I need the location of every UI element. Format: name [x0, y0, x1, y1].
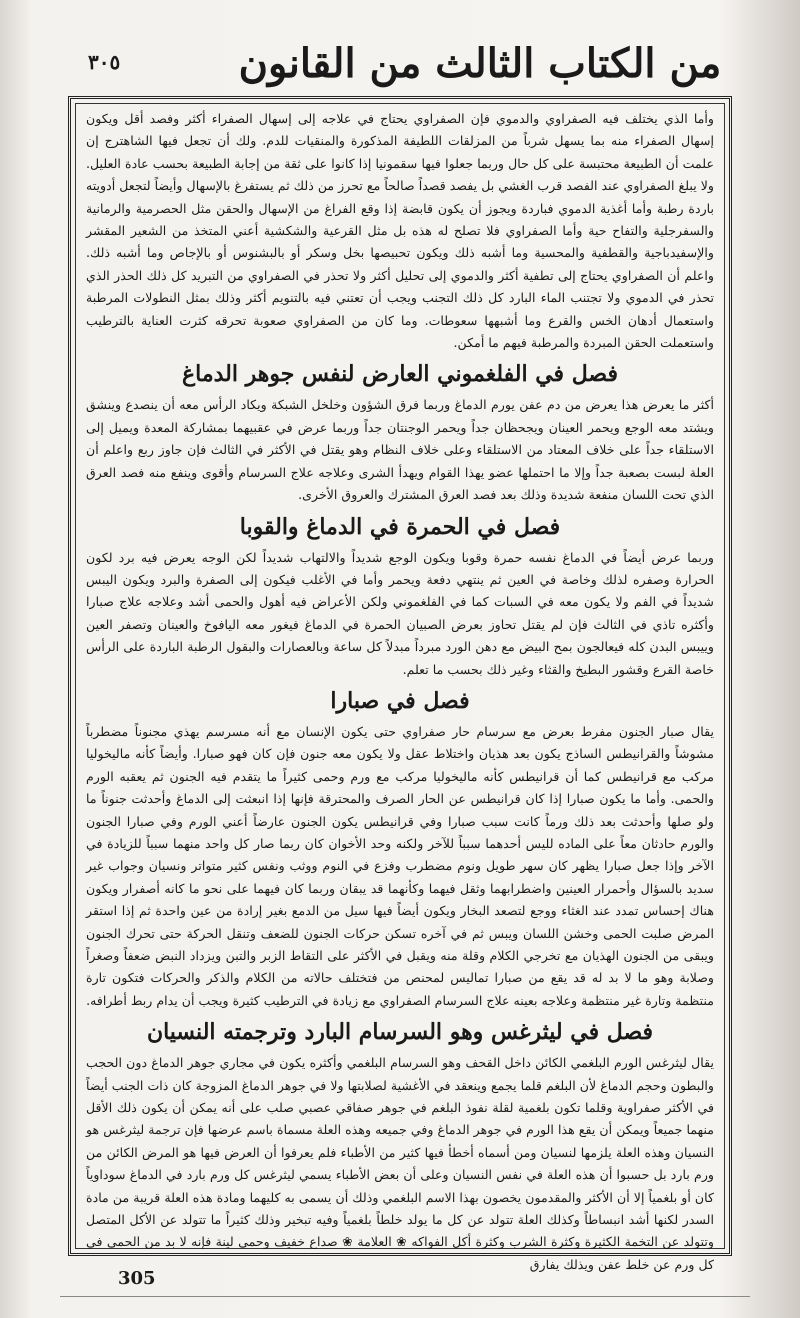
page-header — [60, 38, 760, 90]
section-4-heading: فصل في ليثرغس وهو السرسام البارد وترجمته النسيان — [146, 1019, 654, 1046]
section-1-heading: فصل في الفلغموني العارض لنفس جوهر الدماغ — [181, 361, 618, 388]
section-3-heading: فصل في صبارا — [330, 687, 470, 714]
section-2-text: وربما عرض أيضاً في الدماغ نفسه حمرة وقوبا ويكون الوجع شديداً والالتهاب شديداً لكن الوجه يعرض فيه برد لكون الحرارة وصفره لذلك وخاصة في العين ثم ينتهي دفعة ويحمر وأما في الأغلب فيكون إلى الصفرة والبرد ويكون اليبس شديداً في الفم ولا يكون معه في السبات كما في الفلغموني ولكن الأعراض فيه أهول والحمى أشد وعلاجه علاج صبارا وأكثره تاذي في الثالث فإن لم يقتل تحاوز بعرض الصبيان الحمرة في الدماغ فيغور معه اليافوخ والعينان وتصفر العين وييبس البدن كله فيعالجون بمح البيض مع دهن الورد مبرداً مبدلاً كل ساعة وبالعصارات والبقول الرطبة الباردة على الرأس خاصة القرع وقشور البطيخ والقثاء وغير ذلك بحسب ما تعلم. — [86, 549, 714, 677]
section-4-text: يقال ليثرغس الورم البلغمي الكائن داخل القحف وهو السرسام البلغمي وأكثره يكون في مجاري جوهر الدماغ دون الحجب والبطون وحجم الدماغ لأن البلغم قلما يجمع وينعقد في الأغشية لصلابتها ولا في جوهر الدماغ المزوجة كان ذات الجنب أيضاً في الأكثر صفراوية وقلما تكون بلغمية لقلة نفوذ البلغم في جوهر صفاقي عصبي صلب على أنه يمكن أن يكون ذلك الأقل منهما جميعاً ويمكن أن يقع هذا الورم في جوهر الدماغ وفي جميعه وهذه العلة مسماة باسم عرضها فإن ترجمة ليثرغس هو النسيان وهذه العلة يلزمها لنسيان ومن أسماه أخطأ فيها كثير من الأطباء فلم يعرفوا أن العرض فيها هو المرض الكائن من ورم بارد بل حسبوا أن هذه العلة في نفس النسيان وعلى أن بعض الأطباء يسمي ليثرغس كل ورم بارد في الدماغ سوداوياً كان أو بلغمياً إلا أن الأكثر والمقدمون يخصون بهذا الاسم البلغمي وذلك أن يسمى به كليهما ومادة هذه العلة قريبة من مادة السدر لكنها أشد انبساطاً وكذلك العلة تتولد عن كل ما يولد خلطاً بلغمياً وفيه تبخير وذلك كثيراً ما تتولد عن الأكل المتصل وتتولد عن التخمة الكثيرة وكثرة الشرب وكثرة أكل الفواكه ❀ العلامة ❀ صداع خفيف وحمى لينة فإنه لا بد من الحمى في كل ورم عن خلط عفن ويذلك يفارق — [86, 1055, 714, 1272]
signature-number: 305 — [118, 1268, 156, 1289]
section-0-text: وأما الذي يختلف فيه الصفراوي والدموي فإن الصفراوي يحتاج في علاجه إلى إسهال الصفراء أكثر وفصد أقل ويكون إسهال الصفراء منه بما يسهل شرباً من المزلقات اللطيفة المذكورة والمنقيات للدم. ولك أن تجعل فيها الشاهترج إن علمت أن الطبيعة محتبسة على كل حال وربما جعلوا فيها سقمونيا إذا كانوا على ثقة من إجابة الطبيعة بحسب عادة العليل. ولا يبلغ الصفراوي عند الفصد قرب الغشي بل يفصد قصداً صالحاً مع تحرز من ذلك ثم يستفرغ بالإسهال وأيضاً لتجعل أدويته باردة رطبة وأما أغذية الدموي فباردة ويجوز أن يكون قابضة إذا وقع الفراغ من الإسهال والحقن مثل الحصرمية والرمانية والسفرجلية والتفاح حية وأما الصفراوي فلا تصلح له هذه بل مثل القرعية والشكشية أعني المتخذ من الشعير المقشر والإسفيدباجية والقطفية والمحسية وما أشبه ذلك ويكون تحبيصها بخل وسكر أو بالبشنوس أو بالإجاص وما أشبه ذلك. واعلم أن الصفراوي يحتاج إلى تطفية أكثر والدموي إلى تحليل أكثر ولا تحذر في الصفراوي من التبريد كل ذلك الحذر الذي تحذر في الدموي ولا تجتنب الماء البارد كل ذلك التجنب ويجب أن تعتني فيه بالتنويم أكثر وذلك بمثل النطولات المرطبة واستعمال أدهان الخس والقرع وما أشبهها سعوطات. وما كان من الصفراوي صعوبة تحرقه كثرت العناية بالترطيب واستعملت الحقن المبردة والمرطبة فيهم ما أمكن. — [86, 111, 714, 351]
section-3-text: يقال صبار الجنون مفرط بعرض مع سرسام حار صفراوي حتى يكون الإنسان مع أنه مسرسم يهذي مجنوناً مضطرباً مشوشاً والقرانيطس الساذج يكون بعد هذيان واختلاط عقل ولا يكون معه جنون فإن كان فهو صبارا. وأيضاً كأنه ماليخوليا مركب مع قرانيطس كما أن قرانيطس كأنه ماليخوليا مركب مع ورم وحمى كثيراً ما يتقدم فيه الجنون ثم يعقبه الورم والحمى. وأما ما يكون صبارا إذا كان قرانيطس عن الحار الصرف والمحترقة فإنها إذا انبعثت إلى الدماغ وأحدثت جنوناً ما ولو صلها وأحدثت بعد ذلك ورماً كانت سبب صبارا وفي قرانيطس يكون الجنون عارضاً أعني الورم وفي صبارا الجنون والورم حادثان معاً على الماده لليس أحدهما سبباً للآخر ولكنه وحد الأخوان كان ربما صار كل واحد منهما سبباً للزيادة في الآخر وإذا جعل صبارا يظهر كان سهر طويل ونوم مضطرب وفزع في النوم ووثب ونفس كثير متواتر ونسيان وجواب غير سديد بالسؤال وأحمرار العينين واضطرابهما وثقل فيهما وكأنهما قد يبقان وربما كان فيهما على نحو ما كانه أصفرار ويكون هناك إحساس تمدد عند الغثاء ووجع لتصعد البخار ويكون أيضاً فيها سيل من الدمع بغير إرادة من عين واحدة ثم إذا استقر المرض صلبت الحمى وخشن اللسان ويبس ثم في آخره تسكن حركات الجنون للضعف وتنقل الحركة حتى تحرك الجنون ويبقى من الجنون الهذيان مع تخرجي الكلام وقلة منه ويقبل في الأكثر على التقاط الزبر والتبن ويزداد النبض ضعفاً وصغراً وصلابة وهو ما لا بد له قد يقع من صبارا تماليس لمحنص من فتختلف حالاته من الكلام والذكر والحركات فتكون تارة منتظمة وتارة غير منتظمة وعلاجه بعينه علاج السرسام الصفراوي مع زيادة في الترطيب كثيرة ويجب أن يدام ربط أطرافه. — [86, 723, 714, 1008]
section-2-heading: فصل في الحمرة في الدماغ والقوبا — [239, 513, 561, 540]
text-body — [75, 103, 725, 1272]
page-number-top: ٣٠٥ — [88, 50, 121, 74]
text-frame — [68, 96, 732, 1272]
page-edge-line — [60, 1296, 750, 1297]
running-title: من الكتاب الثالث من القانون — [238, 40, 722, 87]
section-1-text: أكثر ما يعرض هذا يعرض من دم عفن يورم الدماغ وربما فرق الشؤون وخلخل الشبكة ويكاد الرأس معه أن ينصدع وينشق ويشتد معه الوجع ويحمر العينان ويجحظان جداً ويحمر الوجنتان جداً وربما عرض في عقبيهما بمشاركة المعدة ويميل إلى الاستلقاء جداً على خلاف المعتاد من الاستلقاء وعلى خلاف النظام وهو يقتل في الأكثر في الثالث فإن جاوز ربع واعلم أن العلة لبست بصعبة جداً وإلا ما احتملها عضو يهذا القوام ويهدأ الشرى وعلاجه علاج السرسام وأقوى وينفع منه فصد العرق الذي تحت اللسان منفعة شديدة وذلك بعد فصد العرق المشترك والعروق الأخرى. — [86, 397, 714, 503]
